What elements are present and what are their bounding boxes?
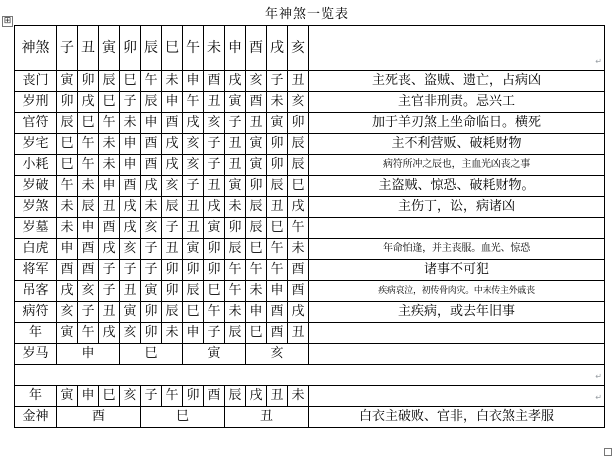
shensha-table <box>14 25 605 428</box>
branch-cell: 巳 <box>267 218 288 239</box>
header-branch: 辰 <box>141 26 162 71</box>
branch-cell: 酉 <box>78 239 99 260</box>
row-note <box>309 344 605 365</box>
branch-cell: 申 <box>141 113 162 134</box>
branch-cell: 未 <box>99 155 120 176</box>
row-note: 主疾病，或去年旧事 <box>309 302 605 323</box>
table-row <box>15 323 605 344</box>
branch-cell: 卯 <box>267 155 288 176</box>
branch-cell: 卯 <box>57 92 78 113</box>
row-note: 病符所冲之辰也，主血光凶丧之事 <box>309 155 605 176</box>
header-label: 神煞 <box>15 26 57 71</box>
row-label: 岁宅 <box>15 134 57 155</box>
branch-cell: 亥 <box>78 281 99 302</box>
branch-cell: 寅 <box>225 176 246 197</box>
branch-cell: 卯 <box>141 302 162 323</box>
branch-cell: 卯 <box>183 386 204 407</box>
branch-cell: 未 <box>225 197 246 218</box>
row-note: 白衣主破败、官非，白衣煞主孝服 <box>309 407 605 428</box>
table-row <box>15 260 605 281</box>
header-note <box>309 26 605 71</box>
branch-cell: 亥 <box>246 71 267 92</box>
branch-cell: 午 <box>99 113 120 134</box>
row-note: 主死丧、盗贼、遗亡，占病凶 <box>309 71 605 92</box>
branch-cell: 未 <box>162 323 183 344</box>
branch-cell: 巳 <box>246 239 267 260</box>
branch-cell: 寅 <box>57 323 78 344</box>
branch-cell: 卯 <box>141 323 162 344</box>
branch-cell: 辰 <box>267 176 288 197</box>
branch-cell: 亥 <box>183 155 204 176</box>
branch-cell: 丑 <box>204 176 225 197</box>
branch-cell: 戌 <box>246 386 267 407</box>
branch-cell: 午 <box>225 260 246 281</box>
branch-cell: 申 <box>267 281 288 302</box>
branch-cell: 辰 <box>246 197 267 218</box>
table-row <box>15 197 605 218</box>
branch-cell: 亥 <box>183 134 204 155</box>
branch-cell: 午 <box>141 71 162 92</box>
header-branch: 子 <box>57 26 78 71</box>
branch-cell: 酉 <box>57 260 78 281</box>
branch-cell: 戌 <box>162 155 183 176</box>
branch-cell: 亥 <box>57 302 78 323</box>
branch-cell: 子 <box>204 323 225 344</box>
branch-cell: 午 <box>204 302 225 323</box>
row-label: 年 <box>15 386 57 407</box>
suima-cell: 巳 <box>120 344 183 365</box>
branch-cell: 亥 <box>120 386 141 407</box>
jinshen-cell: 酉 <box>57 407 141 428</box>
header-branch: 申 <box>225 26 246 71</box>
row-label: 官符 <box>15 113 57 134</box>
branch-cell: 未 <box>246 281 267 302</box>
branch-cell: 卯 <box>204 260 225 281</box>
branch-cell: 午 <box>78 155 99 176</box>
branch-cell: 丑 <box>246 113 267 134</box>
branch-cell: 申 <box>183 323 204 344</box>
branch-cell: 亥 <box>162 176 183 197</box>
branch-cell: 戌 <box>288 302 309 323</box>
branch-cell: 申 <box>78 386 99 407</box>
branch-cell: 子 <box>141 386 162 407</box>
branch-cell: 申 <box>78 218 99 239</box>
branch-cell: 未 <box>57 197 78 218</box>
page-title: 年神煞一览表 <box>264 7 349 22</box>
branch-cell: 巳 <box>57 134 78 155</box>
branch-cell: 申 <box>120 155 141 176</box>
row-note: 年命怕逢，并主丧服。血光、惊恐 <box>309 239 605 260</box>
branch-cell: 申 <box>120 134 141 155</box>
suima-cell: 寅 <box>183 344 246 365</box>
branch-cell: 辰 <box>183 281 204 302</box>
return-mark: ↵ <box>595 393 602 402</box>
branch-cell: 午 <box>183 92 204 113</box>
header-branch: 寅 <box>99 26 120 71</box>
branch-cell: 酉 <box>204 386 225 407</box>
branch-cell: 辰 <box>225 386 246 407</box>
row-note: 主盗贼、惊恐、破耗财物。 <box>309 176 605 197</box>
suima-row <box>15 344 605 365</box>
branch-cell: 未 <box>267 92 288 113</box>
branch-cell: 申 <box>246 302 267 323</box>
branch-cell: 巳 <box>204 281 225 302</box>
branch-cell: 寅 <box>120 302 141 323</box>
branch-cell: 未 <box>78 176 99 197</box>
branch-cell: 亥 <box>141 218 162 239</box>
jinshen-row <box>15 407 605 428</box>
jinshen-cell: 丑 <box>225 407 309 428</box>
table-row <box>15 239 605 260</box>
table-row <box>15 113 605 134</box>
header-branch: 酉 <box>246 26 267 71</box>
branch-cell: 寅 <box>57 386 78 407</box>
suima-cell: 申 <box>57 344 120 365</box>
branch-cell: 亥 <box>288 92 309 113</box>
branch-cell: 子 <box>78 302 99 323</box>
table-row <box>15 92 605 113</box>
table-move-handle[interactable]: ⊞ <box>3 16 12 26</box>
branch-cell: 丑 <box>162 239 183 260</box>
branch-cell: 寅 <box>57 71 78 92</box>
branch-cell: 子 <box>267 71 288 92</box>
branch-cell: 酉 <box>288 281 309 302</box>
header-branch: 巳 <box>162 26 183 71</box>
branch-cell: 午 <box>267 239 288 260</box>
branch-cell: 丑 <box>120 281 141 302</box>
branch-cell: 子 <box>120 92 141 113</box>
header-branch: 亥 <box>288 26 309 71</box>
branch-cell: 酉 <box>162 113 183 134</box>
table-row <box>15 302 605 323</box>
branch-cell: 酉 <box>99 218 120 239</box>
branch-cell: 丑 <box>225 155 246 176</box>
branch-cell: 巳 <box>246 323 267 344</box>
branch-cell: 戌 <box>120 218 141 239</box>
branch-cell: 巳 <box>99 386 120 407</box>
branch-cell: 未 <box>57 218 78 239</box>
jinshen-cell: 巳 <box>141 407 225 428</box>
return-mark: ↵ <box>595 57 602 66</box>
separator-cell <box>15 365 605 386</box>
branch-cell: 戌 <box>120 197 141 218</box>
header-branch: 午 <box>183 26 204 71</box>
branch-cell: 戌 <box>99 239 120 260</box>
branch-cell: 子 <box>99 260 120 281</box>
year-row <box>15 386 605 407</box>
branch-cell: 酉 <box>288 260 309 281</box>
row-note: 疾病哀泣，初传骨肉灾。中末传主外戚丧 <box>309 281 605 302</box>
branch-cell: 未 <box>141 197 162 218</box>
branch-cell: 申 <box>183 71 204 92</box>
branch-cell: 戌 <box>288 197 309 218</box>
row-note: 主不利营贩、破耗财物 <box>309 134 605 155</box>
branch-cell: 卯 <box>288 113 309 134</box>
branch-cell: 戌 <box>162 134 183 155</box>
branch-cell: 戌 <box>141 176 162 197</box>
branch-cell: 午 <box>78 134 99 155</box>
branch-cell: 丑 <box>288 71 309 92</box>
branch-cell: 戌 <box>225 71 246 92</box>
branch-cell: 午 <box>267 260 288 281</box>
branch-cell: 戌 <box>183 113 204 134</box>
branch-cell: 寅 <box>141 281 162 302</box>
branch-cell: 丑 <box>225 134 246 155</box>
branch-cell: 辰 <box>162 302 183 323</box>
branch-cell: 寅 <box>204 218 225 239</box>
branch-cell: 寅 <box>267 113 288 134</box>
branch-cell: 子 <box>141 239 162 260</box>
row-note <box>309 386 605 407</box>
branch-cell: 戌 <box>78 92 99 113</box>
branch-cell: 申 <box>57 239 78 260</box>
branch-cell: 卯 <box>183 260 204 281</box>
branch-cell: 寅 <box>183 239 204 260</box>
branch-cell: 卯 <box>204 239 225 260</box>
branch-cell: 午 <box>78 323 99 344</box>
branch-cell: 巳 <box>288 176 309 197</box>
branch-cell: 丑 <box>288 323 309 344</box>
branch-cell: 巳 <box>99 92 120 113</box>
branch-cell: 午 <box>57 176 78 197</box>
branch-cell: 戌 <box>204 197 225 218</box>
branch-cell: 辰 <box>162 197 183 218</box>
branch-cell: 巳 <box>78 113 99 134</box>
branch-cell: 子 <box>141 260 162 281</box>
branch-cell: 子 <box>99 281 120 302</box>
branch-cell: 丑 <box>99 197 120 218</box>
branch-cell: 亥 <box>120 239 141 260</box>
branch-cell: 丑 <box>267 197 288 218</box>
branch-cell: 卯 <box>246 176 267 197</box>
row-label: 年 <box>15 323 57 344</box>
header-branch: 戌 <box>267 26 288 71</box>
branch-cell: 午 <box>225 281 246 302</box>
row-label: 吊客 <box>15 281 57 302</box>
row-note: 加于羊刃煞上坐命临日。横死 <box>309 113 605 134</box>
branch-cell: 未 <box>162 71 183 92</box>
branch-cell: 酉 <box>267 302 288 323</box>
row-label: 小耗 <box>15 155 57 176</box>
branch-cell: 辰 <box>225 239 246 260</box>
branch-cell: 酉 <box>141 155 162 176</box>
branch-cell: 辰 <box>141 92 162 113</box>
table-row <box>15 155 605 176</box>
branch-cell: 未 <box>288 386 309 407</box>
branch-cell: 巳 <box>183 302 204 323</box>
branch-cell: 卯 <box>162 281 183 302</box>
row-note: 主官非刑责。忌兴工 <box>309 92 605 113</box>
branch-cell: 巳 <box>57 155 78 176</box>
branch-cell: 卯 <box>78 71 99 92</box>
branch-cell: 午 <box>288 218 309 239</box>
branch-cell: 未 <box>99 134 120 155</box>
row-label: 白虎 <box>15 239 57 260</box>
row-label: 岁煞 <box>15 197 57 218</box>
branch-cell: 巳 <box>120 71 141 92</box>
table-row <box>15 281 605 302</box>
branch-cell: 辰 <box>78 197 99 218</box>
branch-cell: 酉 <box>78 260 99 281</box>
table-row <box>15 71 605 92</box>
branch-cell: 酉 <box>204 71 225 92</box>
branch-cell: 卯 <box>225 218 246 239</box>
suima-cell: 亥 <box>246 344 309 365</box>
branch-cell: 辰 <box>246 218 267 239</box>
branch-cell: 丑 <box>204 92 225 113</box>
branch-cell: 寅 <box>225 92 246 113</box>
branch-cell: 丑 <box>183 197 204 218</box>
branch-cell: 亥 <box>120 323 141 344</box>
row-label: 将军 <box>15 260 57 281</box>
row-label: 金神 <box>15 407 57 428</box>
branch-cell: 子 <box>204 155 225 176</box>
branch-cell: 寅 <box>246 134 267 155</box>
branch-cell: 寅 <box>246 155 267 176</box>
header-branch: 未 <box>204 26 225 71</box>
row-note: 主伤丁，讼，病诸凶 <box>309 197 605 218</box>
branch-cell: 酉 <box>141 134 162 155</box>
branch-cell: 卯 <box>162 260 183 281</box>
branch-cell: 申 <box>99 176 120 197</box>
row-label: 病符 <box>15 302 57 323</box>
header-branch: 丑 <box>78 26 99 71</box>
branch-cell: 午 <box>162 386 183 407</box>
branch-cell: 未 <box>225 302 246 323</box>
branch-cell: 未 <box>120 113 141 134</box>
row-label: 岁破 <box>15 176 57 197</box>
branch-cell: 午 <box>246 260 267 281</box>
row-note <box>309 323 605 344</box>
branch-cell: 戌 <box>57 281 78 302</box>
branch-cell: 丑 <box>99 302 120 323</box>
branch-cell: 亥 <box>204 113 225 134</box>
branch-cell: 子 <box>225 113 246 134</box>
row-label: 丧门 <box>15 71 57 92</box>
table-row <box>15 218 605 239</box>
row-label: 岁马 <box>15 344 57 365</box>
branch-cell: 子 <box>204 134 225 155</box>
table-row <box>15 176 605 197</box>
branch-cell: 申 <box>162 92 183 113</box>
branch-cell: 丑 <box>267 386 288 407</box>
header-branch: 卯 <box>120 26 141 71</box>
table-resize-handle[interactable] <box>604 448 612 456</box>
row-note <box>309 218 605 239</box>
return-mark: ↵ <box>595 372 602 381</box>
branch-cell: 辰 <box>99 71 120 92</box>
branch-cell: 丑 <box>183 218 204 239</box>
branch-cell: 酉 <box>246 92 267 113</box>
row-label: 岁墓 <box>15 218 57 239</box>
branch-cell: 戌 <box>99 323 120 344</box>
branch-cell: 辰 <box>57 113 78 134</box>
header-row <box>15 26 605 71</box>
branch-cell: 卯 <box>267 134 288 155</box>
separator-row <box>15 365 605 386</box>
branch-cell: 酉 <box>120 176 141 197</box>
branch-cell: 子 <box>120 260 141 281</box>
branch-cell: 辰 <box>288 134 309 155</box>
branch-cell: 酉 <box>267 323 288 344</box>
table-row <box>15 134 605 155</box>
branch-cell: 子 <box>162 218 183 239</box>
row-note: 诸事不可犯 <box>309 260 605 281</box>
branch-cell: 辰 <box>225 323 246 344</box>
row-label: 岁刑 <box>15 92 57 113</box>
branch-cell: 辰 <box>288 155 309 176</box>
branch-cell: 未 <box>288 239 309 260</box>
branch-cell: 子 <box>183 176 204 197</box>
